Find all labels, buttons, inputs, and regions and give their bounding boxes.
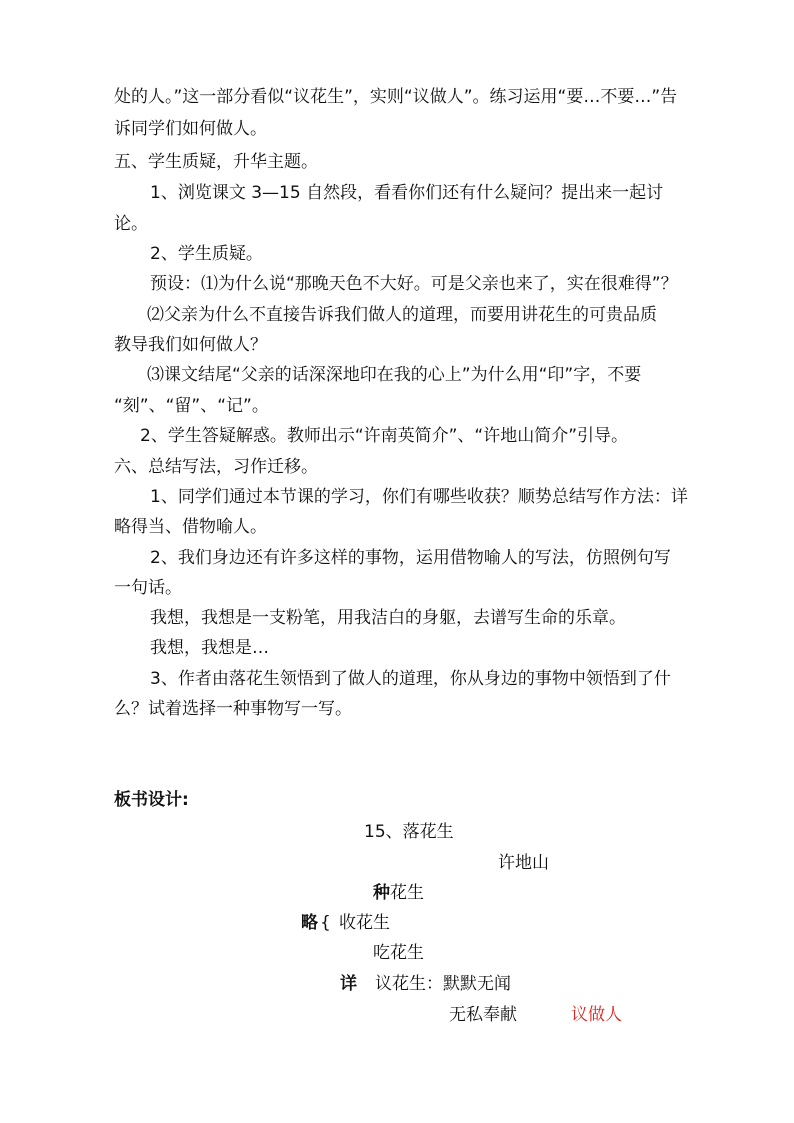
paragraph-line: 3、作者由落花生领悟到了做人的道理，你从身边的事物中领悟到了什: [150, 669, 671, 689]
board-item-chi: 吃花生: [373, 943, 424, 963]
paragraph-line: 1、同学们通过本节课的学习，你们有哪些收获？顺势总结写作方法：详: [150, 487, 688, 507]
example-sentence: 我想，我想是一支粉笔，用我洁白的身躯，去谱写生命的乐章。: [150, 608, 626, 628]
paragraph-line: 么？试着选择一种事物写一写。: [114, 699, 352, 719]
paragraph-line: 诉同学们如何做人。: [114, 119, 267, 139]
board-item-yi: 议花生：默默无闻: [375, 974, 511, 994]
paragraph-line: 预设：⑴为什么说“那晚天色不大好。可是父亲也来了，实在很难得”？: [150, 274, 678, 294]
paragraph-line: “刻”、“留”、“记”。: [114, 396, 269, 416]
board-item-zhong: [373, 881, 424, 905]
paragraph-line: 2、学生质疑。: [150, 244, 263, 264]
board-zhong-rest: 花生: [390, 883, 424, 903]
paragraph-line: 略得当、借物喻人。: [114, 517, 267, 537]
paragraph-line: 一句话。: [114, 578, 182, 598]
board-item-wusi: 无私奉献: [449, 1005, 517, 1025]
section-heading: 六、总结写法，习作迁移。: [114, 457, 318, 477]
board-brace: {: [320, 913, 331, 933]
board-zhong-char: 种: [373, 883, 390, 903]
board-design-heading: 板书设计:: [114, 790, 189, 810]
paragraph-line: ⑵父亲为什么不直接告诉我们做人的道理，而要用讲花生的可贵品质: [147, 305, 657, 325]
board-title: 15、落花生: [364, 822, 454, 842]
board-lue: 略: [301, 913, 318, 933]
paragraph-line: 1、浏览课文 3—15 自然段，看看你们还有什么疑问？提出来一起讨: [150, 183, 664, 203]
board-xiang: 详: [340, 974, 357, 994]
paragraph-line: 2、我们身边还有许多这样的事物，运用借物喻人的写法，仿照例句写: [150, 548, 671, 568]
board-item-shou: 收花生: [339, 913, 390, 933]
board-author: 许地山: [498, 853, 549, 873]
paragraph-line: 2、学生答疑解惑。教师出示“许南英简介”、“许地山简介”引导。: [140, 426, 629, 446]
example-sentence: 我想，我想是…: [150, 638, 269, 658]
paragraph-line: 论。: [114, 214, 148, 234]
paragraph-line: ⑶课文结尾“父亲的话深深地印在我的心上”为什么用“印”字，不要: [147, 365, 642, 385]
section-heading: 五、学生质疑，升华主题。: [114, 152, 318, 172]
board-item-yizuoren: 议做人: [571, 1005, 622, 1025]
paragraph-line: 教导我们如何做人？: [114, 335, 267, 355]
paragraph-line: 处的人。”这一部分看似“议花生”，实则“议做人”。练习运用“要…不要…”告: [114, 87, 678, 107]
